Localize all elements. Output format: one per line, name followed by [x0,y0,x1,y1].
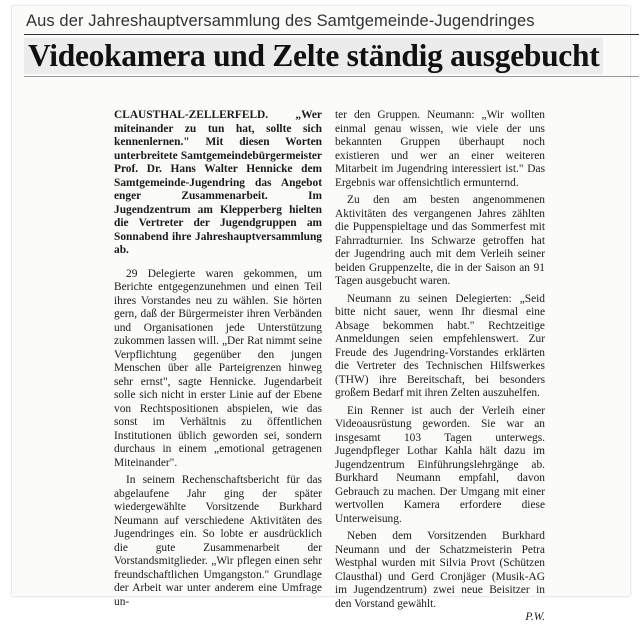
article-lead: CLAUSTHAL-ZELLERFELD. „Wer miteinander zu tun hat, sollte sich kennenlernen." Mit diesen Worten unterbreitete Samtgemeindebürgermeister Prof. Dr. Hans Walter Hennicke dem Samtgemeinde-Jugendring das Angebot enger Zusammenarbeit. Im Jugendzentrum am Klepperberg hielten die Vertreter der Jugendgruppen am Sonnabend ihre Jahreshauptversammlung ab. [114,109,322,256]
article-paragraph: Neben dem Vorsitzenden Burkhard Neumann und der Schatzmeisterin Petra Westphal wurden mit Silvia Provt (Schützen Clausthal) und Gerd Cronjäger (Musik-AG im Jugendzentrum) zwei neue Beisitzer in den Vorstand gewählt. [335,530,545,610]
newspaper-clipping [12,6,630,623]
article-column-1 [114,109,322,609]
article-paragraph: Ein Renner ist auch der Verleih einer Videoausrüstung geworden. Sie war an insgesamt 103 Tagen unterwegs. Jugendpfleger Lothar Kahla hält dazu im Jugendzentrum Einführungslehrgänge ab. Burkhard Neumann empfahl, davon Gebrauch zu machen. Der Umgang mit einer wertvollen Kamera erfordere diese Unterweisung. [335,404,545,525]
author-signature: P.W. [525,611,545,623]
headline-rule [24,76,639,77]
article-paragraph: 29 Delegierte waren gekommen, um Berichte entgegenzunehmen und einen Teil ihres Vorstandes neu zu wählen. Sie hörten gern, daß der Bürgermeister ihren Verbänden und Organisationen jede Unterstützung zukommen lassen will. „Der Rat nimmt seine Verpflichtung gegenüber den jungen Menschen über alle Parteigrenzen hinweg sehr ernst", sagte Hennicke. Jugendarbeit solle sich nicht in erster Linie auf der Ebene von Rechtspositionen abspielen, wie das sonst im Verhältnis zu öffentlichen Institutionen üblich geworden sei, sondern durchaus in einem „emotional getragenen Miteinander". [114,267,322,469]
article-headline: Videokamera und Zelte ständig ausgebucht [24,38,603,74]
article-paragraph: Neumann zu seinen Delegierten: „Seid bitte nicht sauer, wenn Ihr diesmal eine Absage bekommen habt." Rechtzeitige Anmeldungen seien empfehlenswert. Zur Freude des Jugendring-Vorstandes erklärten die Vertreter des Technischen Hilfswerkes (THW) ihre Bereitschaft, bei besonders großem Bedarf mit ihren Zelten auszuhelfen. [335,292,545,399]
kicker-rule [24,34,639,35]
article-paragraph: In seinem Rechenschaftsbericht für das abgelaufene Jahr ging der später wiedergewählte Vorsitzende Burkhard Neumann auf verschiedene Aktivitäten des Jugendringes ein. So lobte er ausdrücklich die gute Zusammenarbeit der Vorstandsmitglieder. „Wir pflegen einen sehr freundschaftlichen Umgangston." Grundlage der Arbeit war unter anderem eine Umfrage un- [114,474,322,608]
article-kicker: Aus der Jahreshauptversammlung des Samtgemeinde-Jugendringes [26,12,535,30]
article-paragraph: Zu den am besten angenommenen Aktivitäten des vergangenen Jahres zählten die Puppenspieltage und das Sommerfest mit Fahrradturnier. Ins Schwarze getroffen hat der Jugendring auch mit dem Verleih seiner beiden Gruppenzelte, die in der Saison an 91 Tagen ausgebucht waren. [335,194,545,287]
article-column-2 [335,109,545,625]
article-paragraph: ter den Gruppen. Neumann: „Wir wollten einmal genau wissen, wie viele der uns bekannten Gruppen überhaupt noch existieren und wer an einer weiteren Mitarbeit im Jugendring interessiert ist." Das Ergebnis war offensichtlich ermunternd. [335,109,545,189]
